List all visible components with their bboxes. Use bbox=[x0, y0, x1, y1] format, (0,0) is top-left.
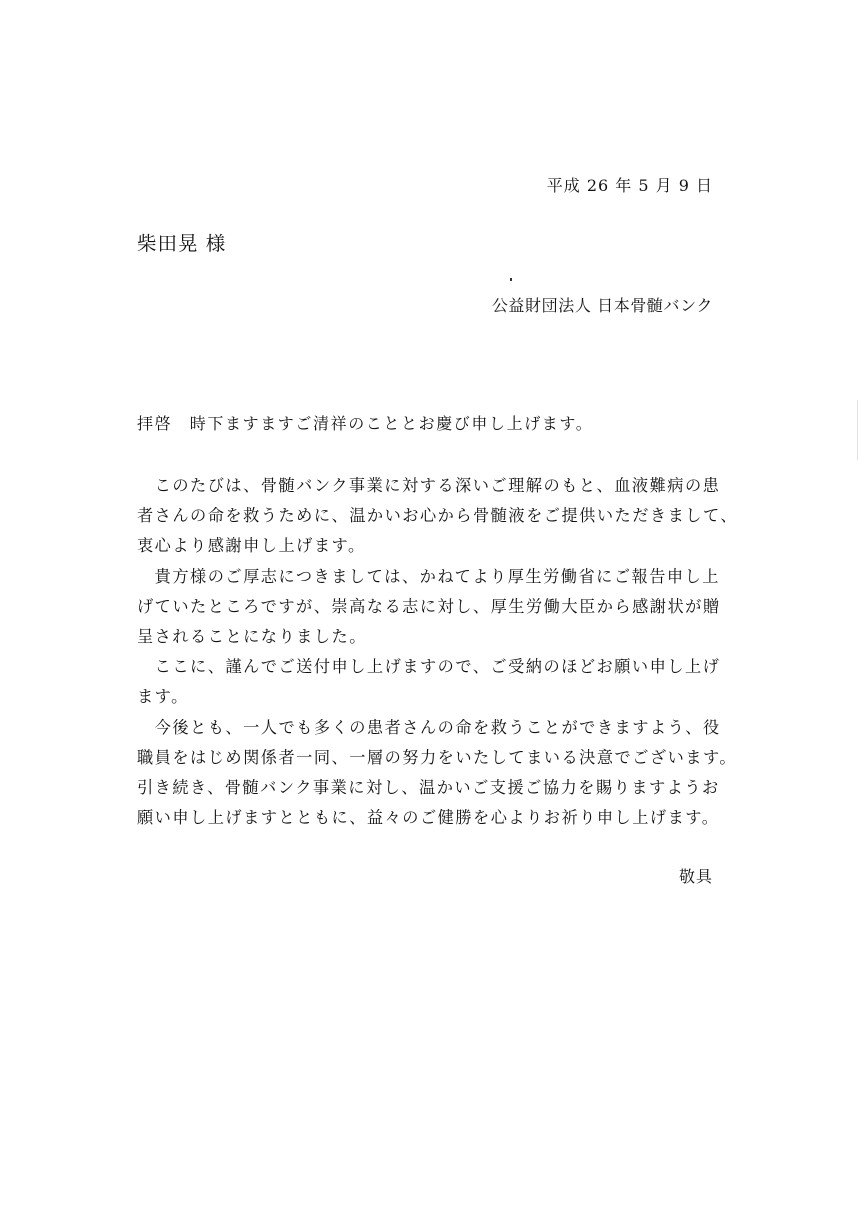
body-line: 今後とも、一人でも多くの患者さんの命を救うことができますよう、役 bbox=[137, 717, 721, 737]
body-line: 呈されることになりました。 bbox=[137, 627, 367, 647]
paragraph-certificate bbox=[137, 562, 725, 653]
sender-organization: 公益財団法人 日本骨髄バンク bbox=[491, 296, 713, 315]
letter-body bbox=[137, 471, 739, 833]
recipient-name: 柴田晃 様 bbox=[137, 232, 227, 255]
body-line: 衷心より感謝申し上げます。 bbox=[137, 536, 366, 556]
opening-greeting: 拝啓 時下ますますご清祥のこととお慶び申し上げます。 bbox=[137, 414, 594, 433]
body-line: 者さんの命を救うために、温かいお心から骨髄液をご提供いただきまして、 bbox=[137, 506, 739, 526]
body-line: 職員をはじめ関係者一同、一層の努力をいたしてまいる決意でございます。 bbox=[137, 747, 738, 767]
paragraph-future bbox=[137, 713, 738, 834]
body-line: げていたところですが、崇高なる志に対し、厚生労働大臣から感謝状が贈 bbox=[137, 596, 721, 616]
body-line: 引き続き、骨髄バンク事業に対し、温かいご支援ご協力を賜りますようお bbox=[137, 778, 720, 798]
closing-salutation: 敬具 bbox=[678, 867, 713, 886]
body-line: このたびは、骨髄バンク事業に対する深いご理解のもと、血液難病の患 bbox=[137, 476, 721, 495]
body-line: ます。 bbox=[137, 687, 189, 707]
scan-speck bbox=[510, 278, 512, 281]
body-line: ここに、謹んでご送付申し上げますので、ご受納のほどお願い申し上げ bbox=[137, 657, 721, 677]
scan-edge-mark bbox=[857, 400, 858, 460]
paragraph-enclosure bbox=[137, 652, 725, 712]
paragraph-thanks bbox=[137, 471, 739, 562]
letter-date: 平成 26 年 5 月 9 日 bbox=[546, 176, 713, 195]
body-line: 願い申し上げますとともに、益々のご健勝を心よりお祈り申し上げます。 bbox=[137, 808, 720, 828]
body-line: 貴方様のご厚志につきましては、かねてより厚生労働省にご報告申し上 bbox=[137, 566, 720, 586]
